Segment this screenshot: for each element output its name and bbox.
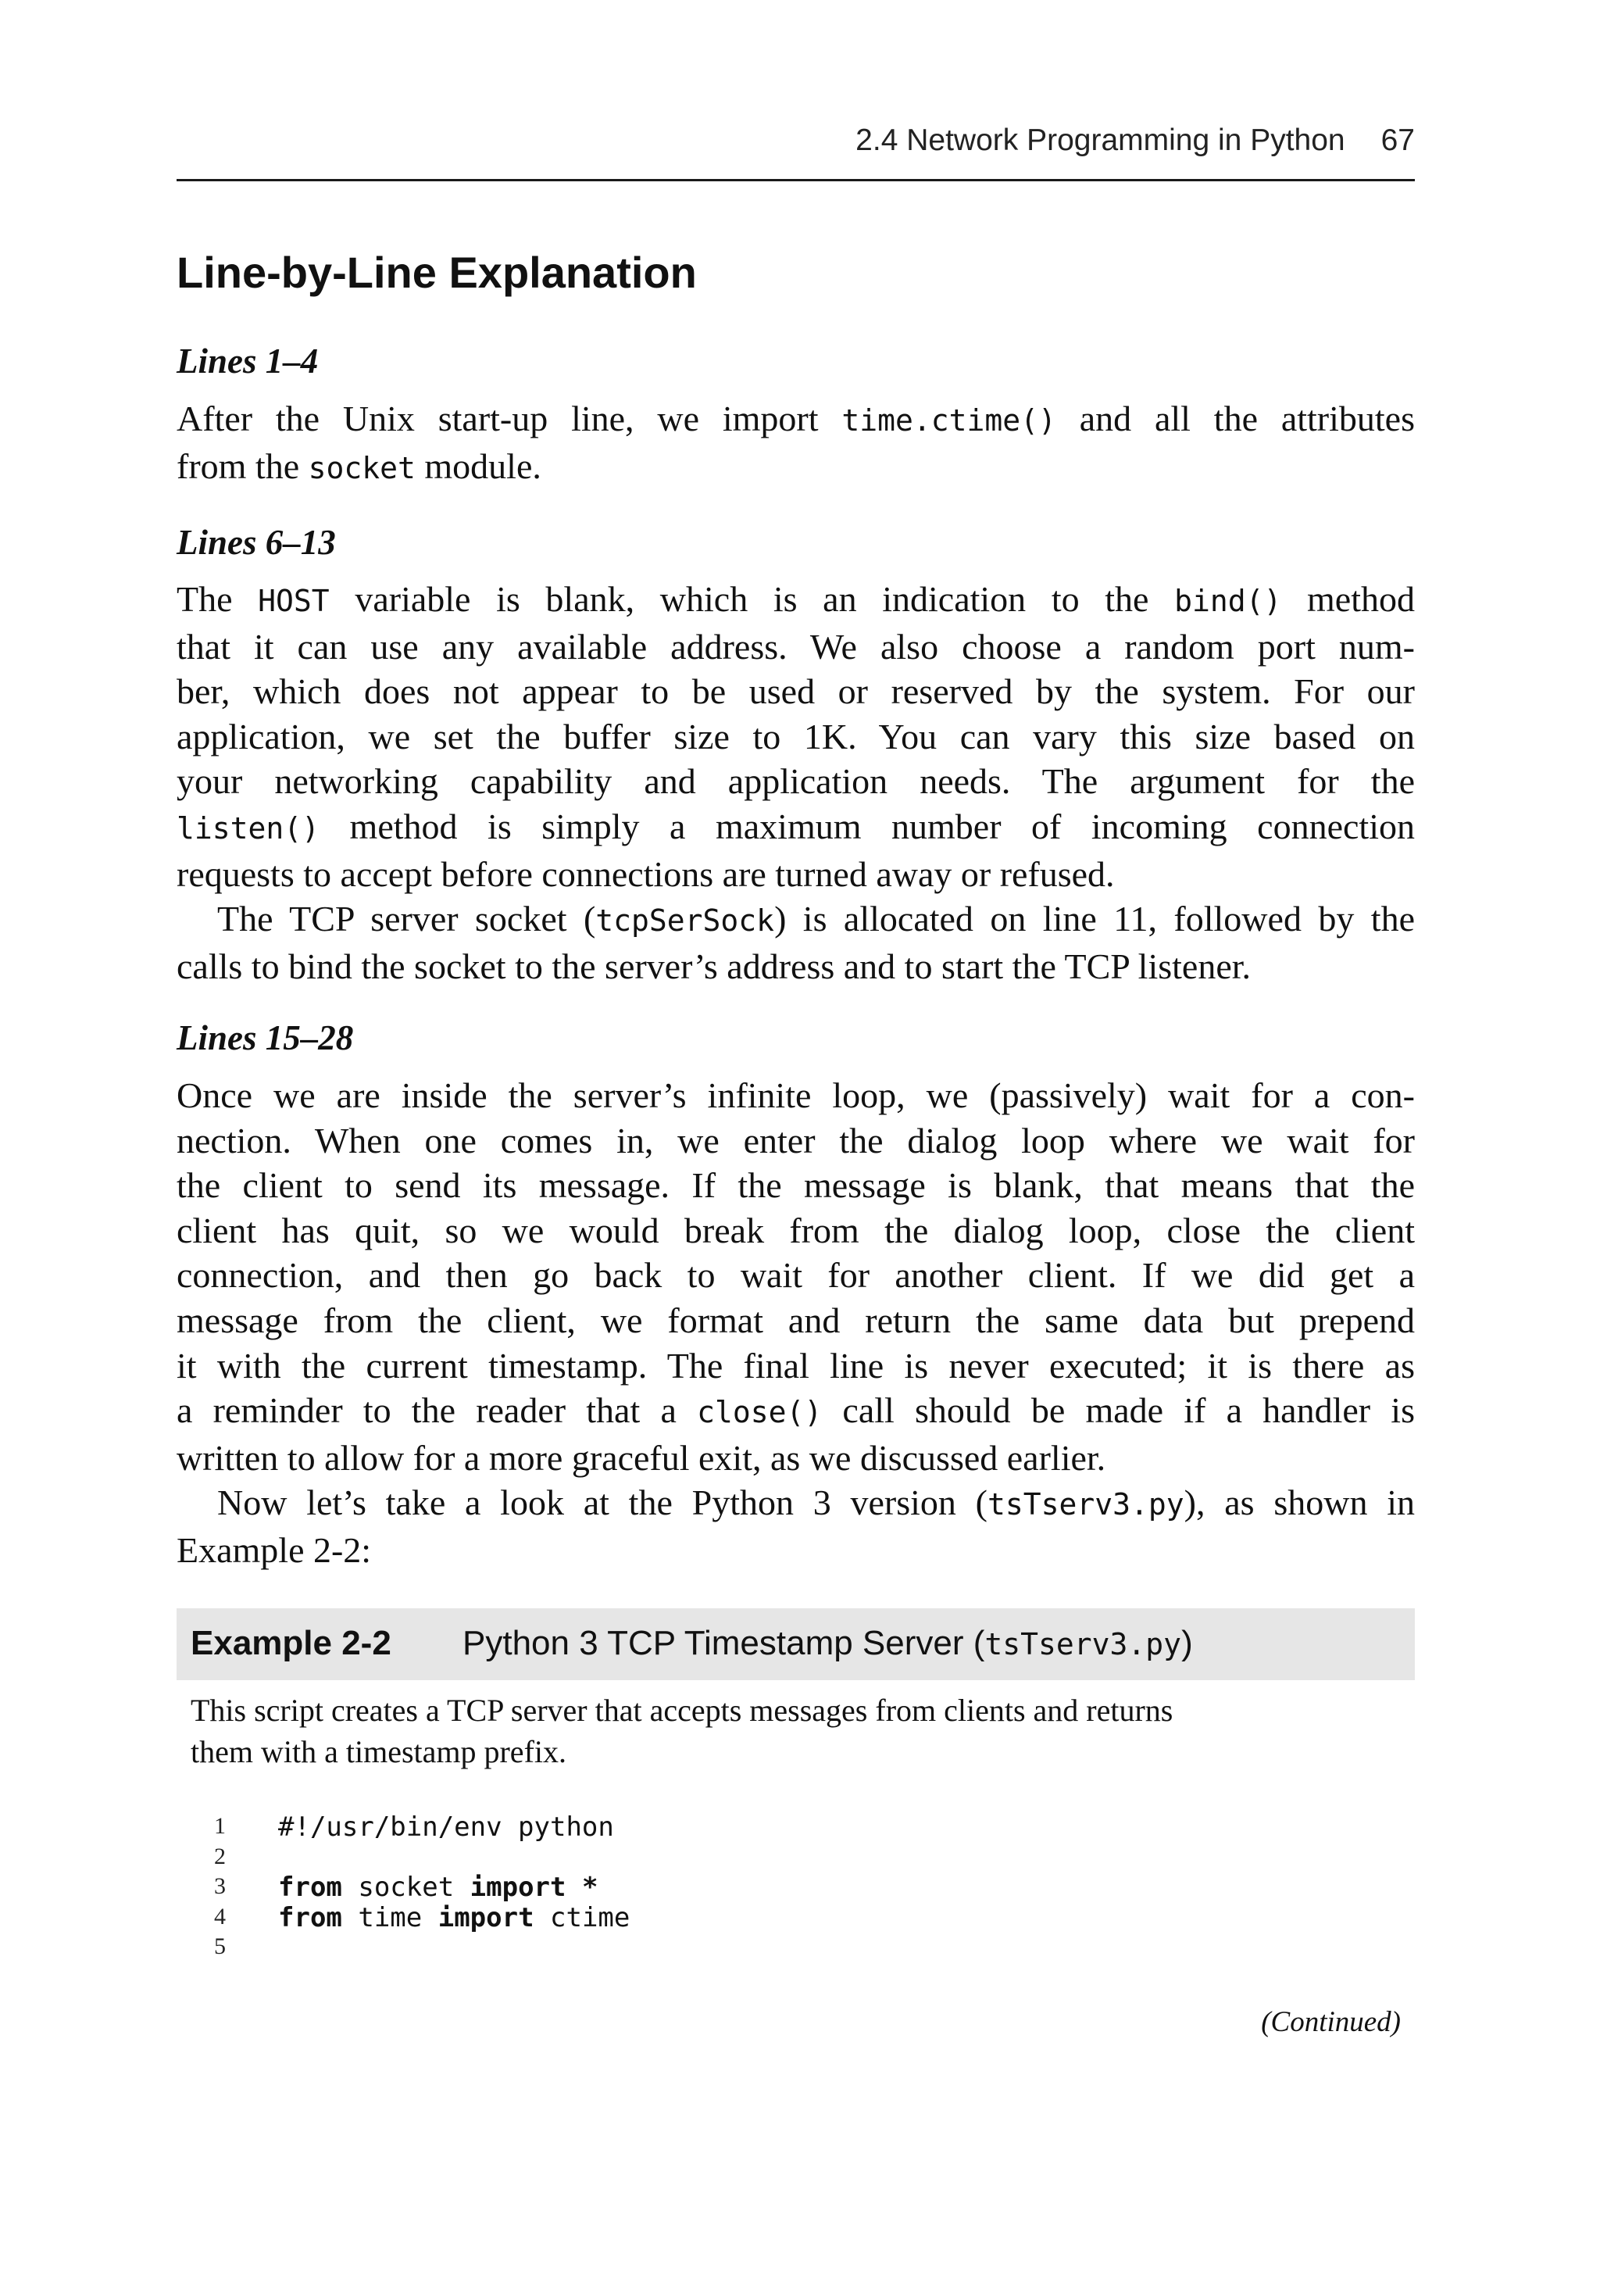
line-number: 3 bbox=[214, 1873, 226, 1899]
inline-code: close() bbox=[697, 1395, 823, 1430]
text-line: Once we are inside the server’s infinite loop, we (passively) wait for a con- bbox=[177, 1075, 1415, 1115]
text-line: calls to bind the socket to the server’s address and to start the TCP listener. bbox=[177, 946, 1252, 986]
code-text: from time import ctime bbox=[278, 1901, 630, 1933]
example-title-end: ) bbox=[1181, 1624, 1193, 1662]
text-line: a reminder to the reader that a close() call should be made if a handler is bbox=[177, 1390, 1415, 1431]
paragraph-lines-1-4 bbox=[177, 396, 1415, 491]
text-line: client has quit, so we would break from the dialog loop, close the client bbox=[177, 1210, 1415, 1250]
text-line: application, we set the buffer size to 1K. You can vary this size based on bbox=[177, 716, 1415, 756]
section-heading: Line-by-Line Explanation bbox=[177, 248, 697, 297]
subsection-title-lines-6-13: Lines 6–13 bbox=[177, 523, 336, 562]
text-line: written to allow for a more graceful exit, as we discussed earlier. bbox=[177, 1437, 1106, 1478]
inline-code: tsTserv3.py bbox=[988, 1487, 1184, 1522]
inline-code: listen() bbox=[177, 810, 320, 846]
line-number: 2 bbox=[214, 1843, 226, 1869]
example-description bbox=[191, 1690, 1415, 1772]
code-text: #!/usr/bin/env python bbox=[278, 1811, 614, 1843]
text-line: nection. When one comes in, we enter the dialog loop where we wait for bbox=[177, 1120, 1415, 1161]
example-description-line-2: them with a timestamp prefix. bbox=[191, 1734, 566, 1769]
text-line: Example 2-2: bbox=[177, 1529, 372, 1570]
subsection-title-lines-15-28: Lines 15–28 bbox=[177, 1018, 354, 1057]
text-line: the client to send its message. If the message is blank, that means that the bbox=[177, 1165, 1415, 1206]
paragraph-lines-6-13 bbox=[177, 577, 1415, 989]
example-caption-bar bbox=[177, 1608, 1415, 1680]
code-text: from socket import * bbox=[278, 1872, 598, 1903]
running-head bbox=[855, 123, 1415, 158]
line-number: 5 bbox=[214, 1933, 226, 1959]
text-line: your networking capability and application needs. The argument for the bbox=[177, 761, 1415, 802]
header-rule bbox=[177, 179, 1415, 181]
text-line: that it can use any available address. We also choose a random port num- bbox=[177, 626, 1415, 667]
text-line: Now let’s take a look at the Python 3 version (tsTserv3.py), as shown in bbox=[217, 1482, 1415, 1523]
section-title: 2.4 Network Programming in Python bbox=[855, 123, 1345, 157]
text-line: The TCP server socket (tcpSerSock) is allocated on line 11, followed by the bbox=[217, 899, 1416, 939]
example-title-text: Python 3 TCP Timestamp Server ( bbox=[462, 1624, 985, 1662]
text-line: The HOST variable is blank, which is an indication to the bind() method bbox=[177, 579, 1415, 619]
example-label: Example 2-2 bbox=[191, 1624, 391, 1662]
continued-note: (Continued) bbox=[1261, 2006, 1401, 2038]
text-line: requests to accept before connections are turned away or refused. bbox=[177, 853, 1115, 894]
example-description-line-1: This script creates a TCP server that accepts messages from clients and returns bbox=[191, 1693, 1173, 1728]
inline-code: socket bbox=[308, 450, 416, 485]
inline-code: HOST bbox=[258, 584, 330, 618]
inline-code: tcpSerSock bbox=[595, 903, 775, 939]
text-line: listen() method is simply a maximum number of incoming connection bbox=[177, 806, 1415, 846]
line-number: 1 bbox=[214, 1813, 226, 1839]
example-title bbox=[462, 1624, 1193, 1663]
text-line: from the socket module. bbox=[177, 445, 541, 486]
inline-code: time.ctime() bbox=[841, 403, 1056, 438]
paragraph-lines-15-28 bbox=[177, 1073, 1415, 1573]
text-line: connection, and then go back to wait for another client. If we did get a bbox=[177, 1255, 1415, 1296]
subsection-title-lines-1-4: Lines 1–4 bbox=[177, 342, 319, 381]
example-title-filename: tsTserv3.py bbox=[984, 1627, 1182, 1661]
text-line: message from the client, we format and return the same data but prepend bbox=[177, 1300, 1415, 1340]
inline-code: bind() bbox=[1174, 584, 1282, 618]
text-line: After the Unix start-up line, we import time.ctime() and all the attributes bbox=[177, 399, 1415, 438]
page-number: 67 bbox=[1380, 123, 1415, 157]
text-line: ber, which does not appear to be used or reserved by the system. For our bbox=[177, 671, 1415, 712]
line-number: 4 bbox=[214, 1903, 226, 1929]
text-line: it with the current timestamp. The final line is never executed; it is there as bbox=[177, 1345, 1415, 1386]
